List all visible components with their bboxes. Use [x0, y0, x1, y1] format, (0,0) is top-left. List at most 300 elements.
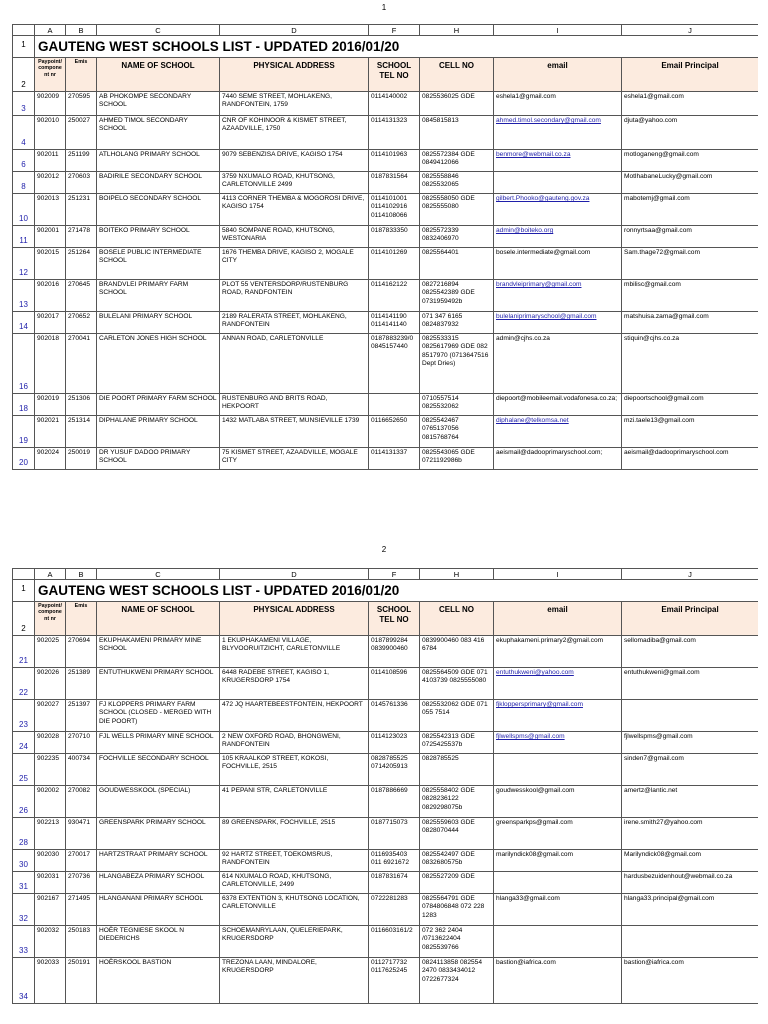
principal-email-cell: aeismail@dadooprimaryschool.com — [622, 448, 759, 470]
cell-no-cell: 0710557514 0825532062 — [420, 394, 494, 416]
email-cell: hlanga33@gmail.com — [494, 894, 622, 926]
email-cell: goudwesskool@gmail.com — [494, 786, 622, 818]
address-cell: 5840 SOMPANE ROAD, KHUTSONG, WESTONARIA — [220, 226, 369, 248]
paypoint-cell: 902213 — [35, 818, 66, 850]
principal-email-cell: MotlhabaneLucky@gmail.com — [622, 172, 759, 194]
emis-cell: 250183 — [66, 926, 97, 958]
email-cell: greensparkps@gmail.com — [494, 818, 622, 850]
tel-cell: 0114101269 — [369, 248, 420, 280]
tel-cell: 0114101963 — [369, 150, 420, 172]
cell-no-cell: 0825536025 GDE — [420, 92, 494, 116]
email-principal-header: Email Principal — [622, 602, 759, 636]
principal-email-cell: eshela1@gmail.com — [622, 92, 759, 116]
school-name-cell: HARTZSTRAAT PRIMARY SCHOOL — [97, 850, 220, 872]
principal-email-cell: djuta@yahoo.com — [622, 116, 759, 150]
row-number: 18 — [13, 394, 35, 416]
address-cell: 75 KISMET STREET, AZAADVILLE, MOGALE CITY — [220, 448, 369, 470]
column-letter: J — [622, 25, 759, 36]
cell-no-cell: 0828785525 — [420, 754, 494, 786]
cell-no-cell: 0824113858 082554 2470 0833434012 0722677324 — [420, 958, 494, 1004]
school-name-header: NAME OF SCHOOL — [97, 602, 220, 636]
principal-email-cell: diepoortschool@gmail.com — [622, 394, 759, 416]
cell-no-cell: 0825532062 GDE 071 055 7514 — [420, 700, 494, 732]
school-name-cell: FOCHVILLE SECONDARY SCHOOL — [97, 754, 220, 786]
email-cell — [494, 872, 622, 894]
tel-cell: 0145761336 — [369, 700, 420, 732]
row-number: 28 — [13, 818, 35, 850]
email-link[interactable]: brandvleiprimary@gmail.com — [496, 281, 582, 288]
email-link[interactable]: entuthukweni@yahoo.com — [496, 669, 574, 676]
cell-no-cell: 0827216894 0825542389 GDE 0731959492b — [420, 280, 494, 312]
school-name-cell: HOËR TEGNIESE SKOOL N DIEDERICHS — [97, 926, 220, 958]
email-cell — [494, 926, 622, 958]
paypoint-cell: 902030 — [35, 850, 66, 872]
email-cell: eshela1@gmail.com — [494, 92, 622, 116]
address-cell: 7440 SEME STREET, MOHLAKENG, RANDFONTEIN, 1759 — [220, 92, 369, 116]
table-row — [13, 732, 759, 754]
row-number: 19 — [13, 416, 35, 448]
cell-no-cell: 0825542313 GDE 0725425537b — [420, 732, 494, 754]
principal-email-cell: hardusbezuidenhout@webmail.co.za — [622, 872, 759, 894]
tel-cell: 0114162122 — [369, 280, 420, 312]
page-number: 1 — [381, 3, 387, 12]
principal-email-cell: sellomadiba@gmail.com — [622, 636, 759, 668]
table-row — [13, 416, 759, 448]
cell-no-cell: 0825564791 GDE 0784806848 072 228 1283 — [420, 894, 494, 926]
paypoint-cell: 902013 — [35, 194, 66, 226]
address-cell: 1676 THEMBA DRIVE, KAGISO 2, MOGALE CITY — [220, 248, 369, 280]
sheet-title: GAUTENG WEST SCHOOLS LIST - UPDATED 2016/01/20 — [35, 580, 759, 602]
sheet-title: GAUTENG WEST SCHOOLS LIST - UPDATED 2016/01/20 — [35, 36, 759, 58]
email-principal-header: Email Principal — [622, 58, 759, 92]
cell-no-cell: 0825542497 GDE 0832680575b — [420, 850, 494, 872]
emis-cell: 270710 — [66, 732, 97, 754]
paypoint-cell: 902033 — [35, 958, 66, 1004]
email-cell — [494, 280, 622, 312]
school-name-cell: HOËRSKOOL BASTION — [97, 958, 220, 1004]
tel-cell: 0114108596 — [369, 668, 420, 700]
physical-address-header: PHYSICAL ADDRESS — [220, 602, 369, 636]
tel-cell: 0114131323 — [369, 116, 420, 150]
emis-cell: 251389 — [66, 668, 97, 700]
row-number: 2 — [13, 602, 35, 636]
column-letter: C — [97, 25, 220, 36]
email-cell — [494, 116, 622, 150]
physical-address-header: PHYSICAL ADDRESS — [220, 58, 369, 92]
paypoint-cell: 902001 — [35, 226, 66, 248]
row-number: 6 — [13, 150, 35, 172]
principal-email-cell — [622, 926, 759, 958]
paypoint-cell: 902002 — [35, 786, 66, 818]
paypoint-cell: 902012 — [35, 172, 66, 194]
address-cell: 1432 MATLABA STREET, MUNSIEVILLE 1739 — [220, 416, 369, 448]
school-name-cell: FJ KLOPPERS PRIMARY FARM SCHOOL (CLOSED - MERGED WITH DIE POORT) — [97, 700, 220, 732]
table-row — [13, 334, 759, 394]
table-row — [13, 280, 759, 312]
emis-cell: 271495 — [66, 894, 97, 926]
address-cell: TREZONA LAAN, MINDALORE, KRUGERSDORP — [220, 958, 369, 1004]
paypoint-cell: 902019 — [35, 394, 66, 416]
cell-no-cell: 0845815813 — [420, 116, 494, 150]
column-letter: F — [369, 569, 420, 580]
address-cell: 2 NEW OXFORD ROAD, BHONGWENI, RANDFONTEIN — [220, 732, 369, 754]
table-row — [13, 894, 759, 926]
table-row — [13, 850, 759, 872]
principal-email-cell: sinden7@gmail.com — [622, 754, 759, 786]
principal-email-cell: matshuisa.zama@gmail.com — [622, 312, 759, 334]
address-cell: CNR OF KOHINOOR & KISMET STREET, AZAADVILLE, 1750 — [220, 116, 369, 150]
tel-cell: 0116652650 — [369, 416, 420, 448]
emis-cell: 270603 — [66, 172, 97, 194]
email-link[interactable]: bulelaniprimaryschool@gmail.com — [496, 313, 597, 320]
email-cell — [494, 172, 622, 194]
school-name-cell: AHMED TIMOL SECONDARY SCHOOL — [97, 116, 220, 150]
principal-email-cell: Sam.thage72@gmail.com — [622, 248, 759, 280]
paypoint-cell: 902235 — [35, 754, 66, 786]
principal-email-cell — [622, 700, 759, 732]
school-name-cell: EKUPHAKAMENI PRIMARY MINE SCHOOL — [97, 636, 220, 668]
cell-no-header: CELL NO — [420, 58, 494, 92]
tel-cell: 0112717732 0117625245 — [369, 958, 420, 1004]
paypoint-cell: 902018 — [35, 334, 66, 394]
school-name-header: NAME OF SCHOOL — [97, 58, 220, 92]
email-cell — [494, 226, 622, 248]
address-cell: 89 GREENSPARK, FOCHVILLE, 2515 — [220, 818, 369, 850]
table-row — [13, 194, 759, 226]
address-cell: 6448 RADEBE STREET, KAGISO 1, KRUGERSDORP 1754 — [220, 668, 369, 700]
paypoint-cell: 902031 — [35, 872, 66, 894]
tel-cell: 0722281283 — [369, 894, 420, 926]
tel-cell: 0114141190 0114141140 — [369, 312, 420, 334]
address-cell: 41 PEPANI STR, CARLETONVILLE — [220, 786, 369, 818]
cell-no-cell: 0825558402 GDE 0828236122 0829298075b — [420, 786, 494, 818]
tel-cell: 0116603161/2 — [369, 926, 420, 958]
school-name-cell: BRANDVLEI PRIMARY FARM SCHOOL — [97, 280, 220, 312]
row-number: 2 — [13, 58, 35, 92]
school-name-cell: FJL WELLS PRIMARY MINE SCHOOL — [97, 732, 220, 754]
table-row — [13, 926, 759, 958]
paypoint-header: Paypoint/ component nr — [35, 602, 66, 636]
paypoint-cell: 902032 — [35, 926, 66, 958]
corner-cell — [13, 569, 35, 580]
row-number: 26 — [13, 786, 35, 818]
email-link[interactable]: diphalane@telkomsa.net — [496, 417, 569, 424]
tel-cell: 0114123023 — [369, 732, 420, 754]
emis-header: Emis — [66, 602, 97, 636]
principal-email-cell: bastion@iafrica.com — [622, 958, 759, 1004]
tel-cell: 0116935403 011 6921672 — [369, 850, 420, 872]
row-number: 32 — [13, 894, 35, 926]
row-number: 14 — [13, 312, 35, 334]
emis-cell: 251397 — [66, 700, 97, 732]
paypoint-cell: 902009 — [35, 92, 66, 116]
tel-cell: 0114101001 0114102916 0114108066 — [369, 194, 420, 226]
table-row — [13, 754, 759, 786]
address-cell: PLOT 55 VENTERSDORP/RUSTENBURG ROAD, RANDFONTEIN — [220, 280, 369, 312]
emis-cell: 270694 — [66, 636, 97, 668]
school-tel-header: SCHOOL TEL NO — [369, 602, 420, 636]
table-row — [13, 226, 759, 248]
email-header: email — [494, 58, 622, 92]
column-letter: B — [66, 569, 97, 580]
email-cell: bastion@iafrica.com — [494, 958, 622, 1004]
emis-cell: 270041 — [66, 334, 97, 394]
row-number: 24 — [13, 732, 35, 754]
principal-email-cell: amertz@lantic.net — [622, 786, 759, 818]
address-cell: 472 JQ HAARTEBEESTFONTEIN, HEKPOORT — [220, 700, 369, 732]
table-row — [13, 700, 759, 732]
paypoint-cell: 902017 — [35, 312, 66, 334]
paypoint-header: Paypoint/ component nr — [35, 58, 66, 92]
emis-cell: 250019 — [66, 448, 97, 470]
column-letters-row — [13, 25, 759, 36]
cell-no-cell: 0825558050 GDE 0825555080 — [420, 194, 494, 226]
cell-no-cell: 072 362 2404 /0713622404 0825539766 — [420, 926, 494, 958]
paypoint-cell: 902025 — [35, 636, 66, 668]
address-cell: 92 HARTZ STREET, TOEKOMSRUS, RANDFONTEIN — [220, 850, 369, 872]
row-number: 34 — [13, 958, 35, 1004]
row-number: 11 — [13, 226, 35, 248]
email-cell — [494, 194, 622, 226]
cell-no-cell: 071 347 6165 0824837932 — [420, 312, 494, 334]
paypoint-cell: 902010 — [35, 116, 66, 150]
header-row — [13, 58, 759, 92]
row-number: 16 — [13, 334, 35, 394]
schools-table — [12, 24, 758, 470]
address-cell: 2189 RALERATA STREET, MOHLAKENG, RANDFONTEIN — [220, 312, 369, 334]
table-row — [13, 116, 759, 150]
email-cell — [494, 700, 622, 732]
school-tel-header: SCHOOL TEL NO — [369, 58, 420, 92]
row-number: 23 — [13, 700, 35, 732]
table-row — [13, 668, 759, 700]
principal-email-cell: Marilyndick08@gmail.com — [622, 850, 759, 872]
page-number: 2 — [381, 545, 387, 554]
cell-no-cell: 0825559603 GDE 0828070444 — [420, 818, 494, 850]
principal-email-cell: mzi.taele13@gmail.com — [622, 416, 759, 448]
address-cell: ANNAN ROAD, CARLETONVILLE — [220, 334, 369, 394]
table-row — [13, 958, 759, 1004]
emis-cell: 270645 — [66, 280, 97, 312]
emis-cell: 251231 — [66, 194, 97, 226]
address-cell: 9079 SEBENZISA DRIVE, KAGISO 1754 — [220, 150, 369, 172]
address-cell: 3759 NXUMALO ROAD, KHUTSONG, CARLETONVILLE 2499 — [220, 172, 369, 194]
email-cell: aeismail@dadooprimaryschool.com; — [494, 448, 622, 470]
table-row — [13, 92, 759, 116]
column-letter: I — [494, 25, 622, 36]
row-number: 8 — [13, 172, 35, 194]
title-row — [13, 580, 759, 602]
tel-cell: 0187899284 0839900460 — [369, 636, 420, 668]
table-row — [13, 818, 759, 850]
paypoint-cell: 902026 — [35, 668, 66, 700]
table-row — [13, 872, 759, 894]
principal-email-cell: stiquin@cjhs.co.za — [622, 334, 759, 394]
column-letter: A — [35, 25, 66, 36]
email-cell — [494, 312, 622, 334]
email-cell: bosele.intermediate@gmail.com — [494, 248, 622, 280]
principal-email-cell: hlanga33.principal@gmail.com — [622, 894, 759, 926]
school-name-cell: DR YUSUF DADOO PRIMARY SCHOOL — [97, 448, 220, 470]
principal-email-cell: motloganeng@gmail.com — [622, 150, 759, 172]
column-letter: I — [494, 569, 622, 580]
column-letter: D — [220, 25, 369, 36]
cell-no-cell: 0839900460 083 416 6784 — [420, 636, 494, 668]
table-row — [13, 394, 759, 416]
principal-email-cell: entuthukweni@gmail.com — [622, 668, 759, 700]
cell-no-cell: 0825527209 GDE — [420, 872, 494, 894]
cell-no-cell: 0825543065 GDE 0721192986b — [420, 448, 494, 470]
column-letter: D — [220, 569, 369, 580]
school-name-cell: ATLHOLANG PRIMARY SCHOOL — [97, 150, 220, 172]
email-cell: ekuphakameni.primary2@gmail.com — [494, 636, 622, 668]
principal-email-cell: mbilisc@gmail.com — [622, 280, 759, 312]
column-letters-row — [13, 569, 759, 580]
emis-cell: 270017 — [66, 850, 97, 872]
cell-no-cell: 0825542467 0765137056 0815768764 — [420, 416, 494, 448]
table-row — [13, 248, 759, 280]
email-header: email — [494, 602, 622, 636]
row-number: 10 — [13, 194, 35, 226]
principal-email-cell: fjlwellspms@gmail.com — [622, 732, 759, 754]
paypoint-cell: 902167 — [35, 894, 66, 926]
tel-cell: 0114131337 — [369, 448, 420, 470]
row-number: 20 — [13, 448, 35, 470]
cell-no-cell: 0825572339 0832406970 — [420, 226, 494, 248]
school-name-cell: CARLETON JONES HIGH SCHOOL — [97, 334, 220, 394]
row-number: 30 — [13, 850, 35, 872]
principal-email-cell: irene.smith27@yahoo.com — [622, 818, 759, 850]
tel-cell: 0187831674 — [369, 872, 420, 894]
paypoint-cell: 902021 — [35, 416, 66, 448]
email-link[interactable]: benmore@webmail.co.za — [496, 151, 571, 158]
table-row — [13, 786, 759, 818]
email-cell: admin@cjhs.co.za — [494, 334, 622, 394]
column-letter: F — [369, 25, 420, 36]
row-number: 21 — [13, 636, 35, 668]
email-link[interactable]: fjkloppersprimary@gmail.com — [496, 701, 583, 708]
tel-cell: 0187833350 — [369, 226, 420, 248]
address-cell: 6378 EXTENTION 3, KHUTSONG LOCATION, CARLETONVILLE — [220, 894, 369, 926]
email-link[interactable]: gilbert.Phooko@gauteng.gov.za — [496, 195, 590, 202]
emis-cell: 251314 — [66, 416, 97, 448]
cell-no-cell: 0825564401 — [420, 248, 494, 280]
tel-cell — [369, 394, 420, 416]
row-number: 25 — [13, 754, 35, 786]
emis-header: Emis — [66, 58, 97, 92]
emis-cell: 250027 — [66, 116, 97, 150]
row-number: 13 — [13, 280, 35, 312]
row-number: 33 — [13, 926, 35, 958]
email-link[interactable]: ahmed.timol.secondary@gmail.com — [496, 117, 601, 124]
tel-cell: 0114140002 — [369, 92, 420, 116]
email-cell — [494, 732, 622, 754]
emis-cell: 930471 — [66, 818, 97, 850]
table-row — [13, 172, 759, 194]
school-name-cell: HLANGANANI PRIMARY SCHOOL — [97, 894, 220, 926]
principal-email-cell: ronnyrtsaa@gmail.com — [622, 226, 759, 248]
row-number: 31 — [13, 872, 35, 894]
paypoint-cell: 902015 — [35, 248, 66, 280]
tel-cell: 0187831564 — [369, 172, 420, 194]
column-letter: H — [420, 25, 494, 36]
school-name-cell: ENTUTHUKWENI PRIMARY SCHOOL — [97, 668, 220, 700]
email-cell — [494, 754, 622, 786]
emis-cell: 250191 — [66, 958, 97, 1004]
tel-cell: 0828785525 0714205913 — [369, 754, 420, 786]
school-name-cell: BOSELE PUBLIC INTERMEDIATE SCHOOL — [97, 248, 220, 280]
tel-cell: 0187883239/0 0845157440 — [369, 334, 420, 394]
cell-no-header: CELL NO — [420, 602, 494, 636]
email-cell: diepoort@mobileemail.vodafonesa.co.za; — [494, 394, 622, 416]
row-number: 1 — [13, 36, 35, 58]
email-cell — [494, 150, 622, 172]
paypoint-cell: 902016 — [35, 280, 66, 312]
cell-no-cell: 0825558846 0825532065 — [420, 172, 494, 194]
emis-cell: 251264 — [66, 248, 97, 280]
row-number: 3 — [13, 92, 35, 116]
school-name-cell: DIPHALANE PRIMARY SCHOOL — [97, 416, 220, 448]
cell-no-cell: 0825572384 GDE 0849412066 — [420, 150, 494, 172]
emis-cell: 251306 — [66, 394, 97, 416]
table-row — [13, 636, 759, 668]
email-cell: marilyndick08@gmail.com — [494, 850, 622, 872]
email-link[interactable]: fjlwellspms@gmail.com — [496, 733, 565, 740]
paypoint-cell: 902024 — [35, 448, 66, 470]
school-name-cell: BOITEKO PRIMARY SCHOOL — [97, 226, 220, 248]
emis-cell: 251199 — [66, 150, 97, 172]
sheet-page-1 — [12, 24, 758, 494]
row-number: 4 — [13, 116, 35, 150]
school-name-cell: BOIPELO SECONDARY SCHOOL — [97, 194, 220, 226]
emis-cell: 400734 — [66, 754, 97, 786]
school-name-cell: DIE POORT PRIMARY FARM SCHOOL — [97, 394, 220, 416]
row-number: 12 — [13, 248, 35, 280]
address-cell: 105 KRAALKOP STREET, KOKOSI, FOCHVILLE, 2515 — [220, 754, 369, 786]
column-letter: H — [420, 569, 494, 580]
header-row — [13, 602, 759, 636]
paypoint-cell: 902028 — [35, 732, 66, 754]
paypoint-cell: 902027 — [35, 700, 66, 732]
table-row — [13, 150, 759, 172]
column-letter: C — [97, 569, 220, 580]
title-row — [13, 36, 759, 58]
column-letter: B — [66, 25, 97, 36]
cell-no-cell: 0825533315 0825617969 GDE 082 8517970 (0713647516 Dept Dries) — [420, 334, 494, 394]
emis-cell: 271478 — [66, 226, 97, 248]
address-cell: 1 EKUPHAKAMENI VILLAGE, BLYVOORUITZICHT, CARLETONVILLE — [220, 636, 369, 668]
tel-cell: 0187886669 — [369, 786, 420, 818]
address-cell: SCHOEMANRYLAAN, QUELERIEPARK, KRUGERSDORP — [220, 926, 369, 958]
row-number: 22 — [13, 668, 35, 700]
principal-email-cell: mabotemj@gmail.com — [622, 194, 759, 226]
school-name-cell: BULELANI PRIMARY SCHOOL — [97, 312, 220, 334]
row-number: 1 — [13, 580, 35, 602]
table-row — [13, 312, 759, 334]
school-name-cell: GOUDWESSKOOL (SPECIAL) — [97, 786, 220, 818]
school-name-cell: BADIRILE SECONDARY SCHOOL — [97, 172, 220, 194]
school-name-cell: AB PHOKOMPE SECONDARY SCHOOL — [97, 92, 220, 116]
school-name-cell: GREENSPARK PRIMARY SCHOOL — [97, 818, 220, 850]
emis-cell: 270652 — [66, 312, 97, 334]
sheet-page-2 — [12, 568, 758, 1024]
email-cell — [494, 416, 622, 448]
email-link[interactable]: admin@boiteko.org — [496, 227, 554, 234]
cell-no-cell: 0825564509 GDE 071 4103739 0825555080 — [420, 668, 494, 700]
tel-cell: 0187715073 — [369, 818, 420, 850]
column-letter: J — [622, 569, 759, 580]
schools-table — [12, 568, 758, 1004]
